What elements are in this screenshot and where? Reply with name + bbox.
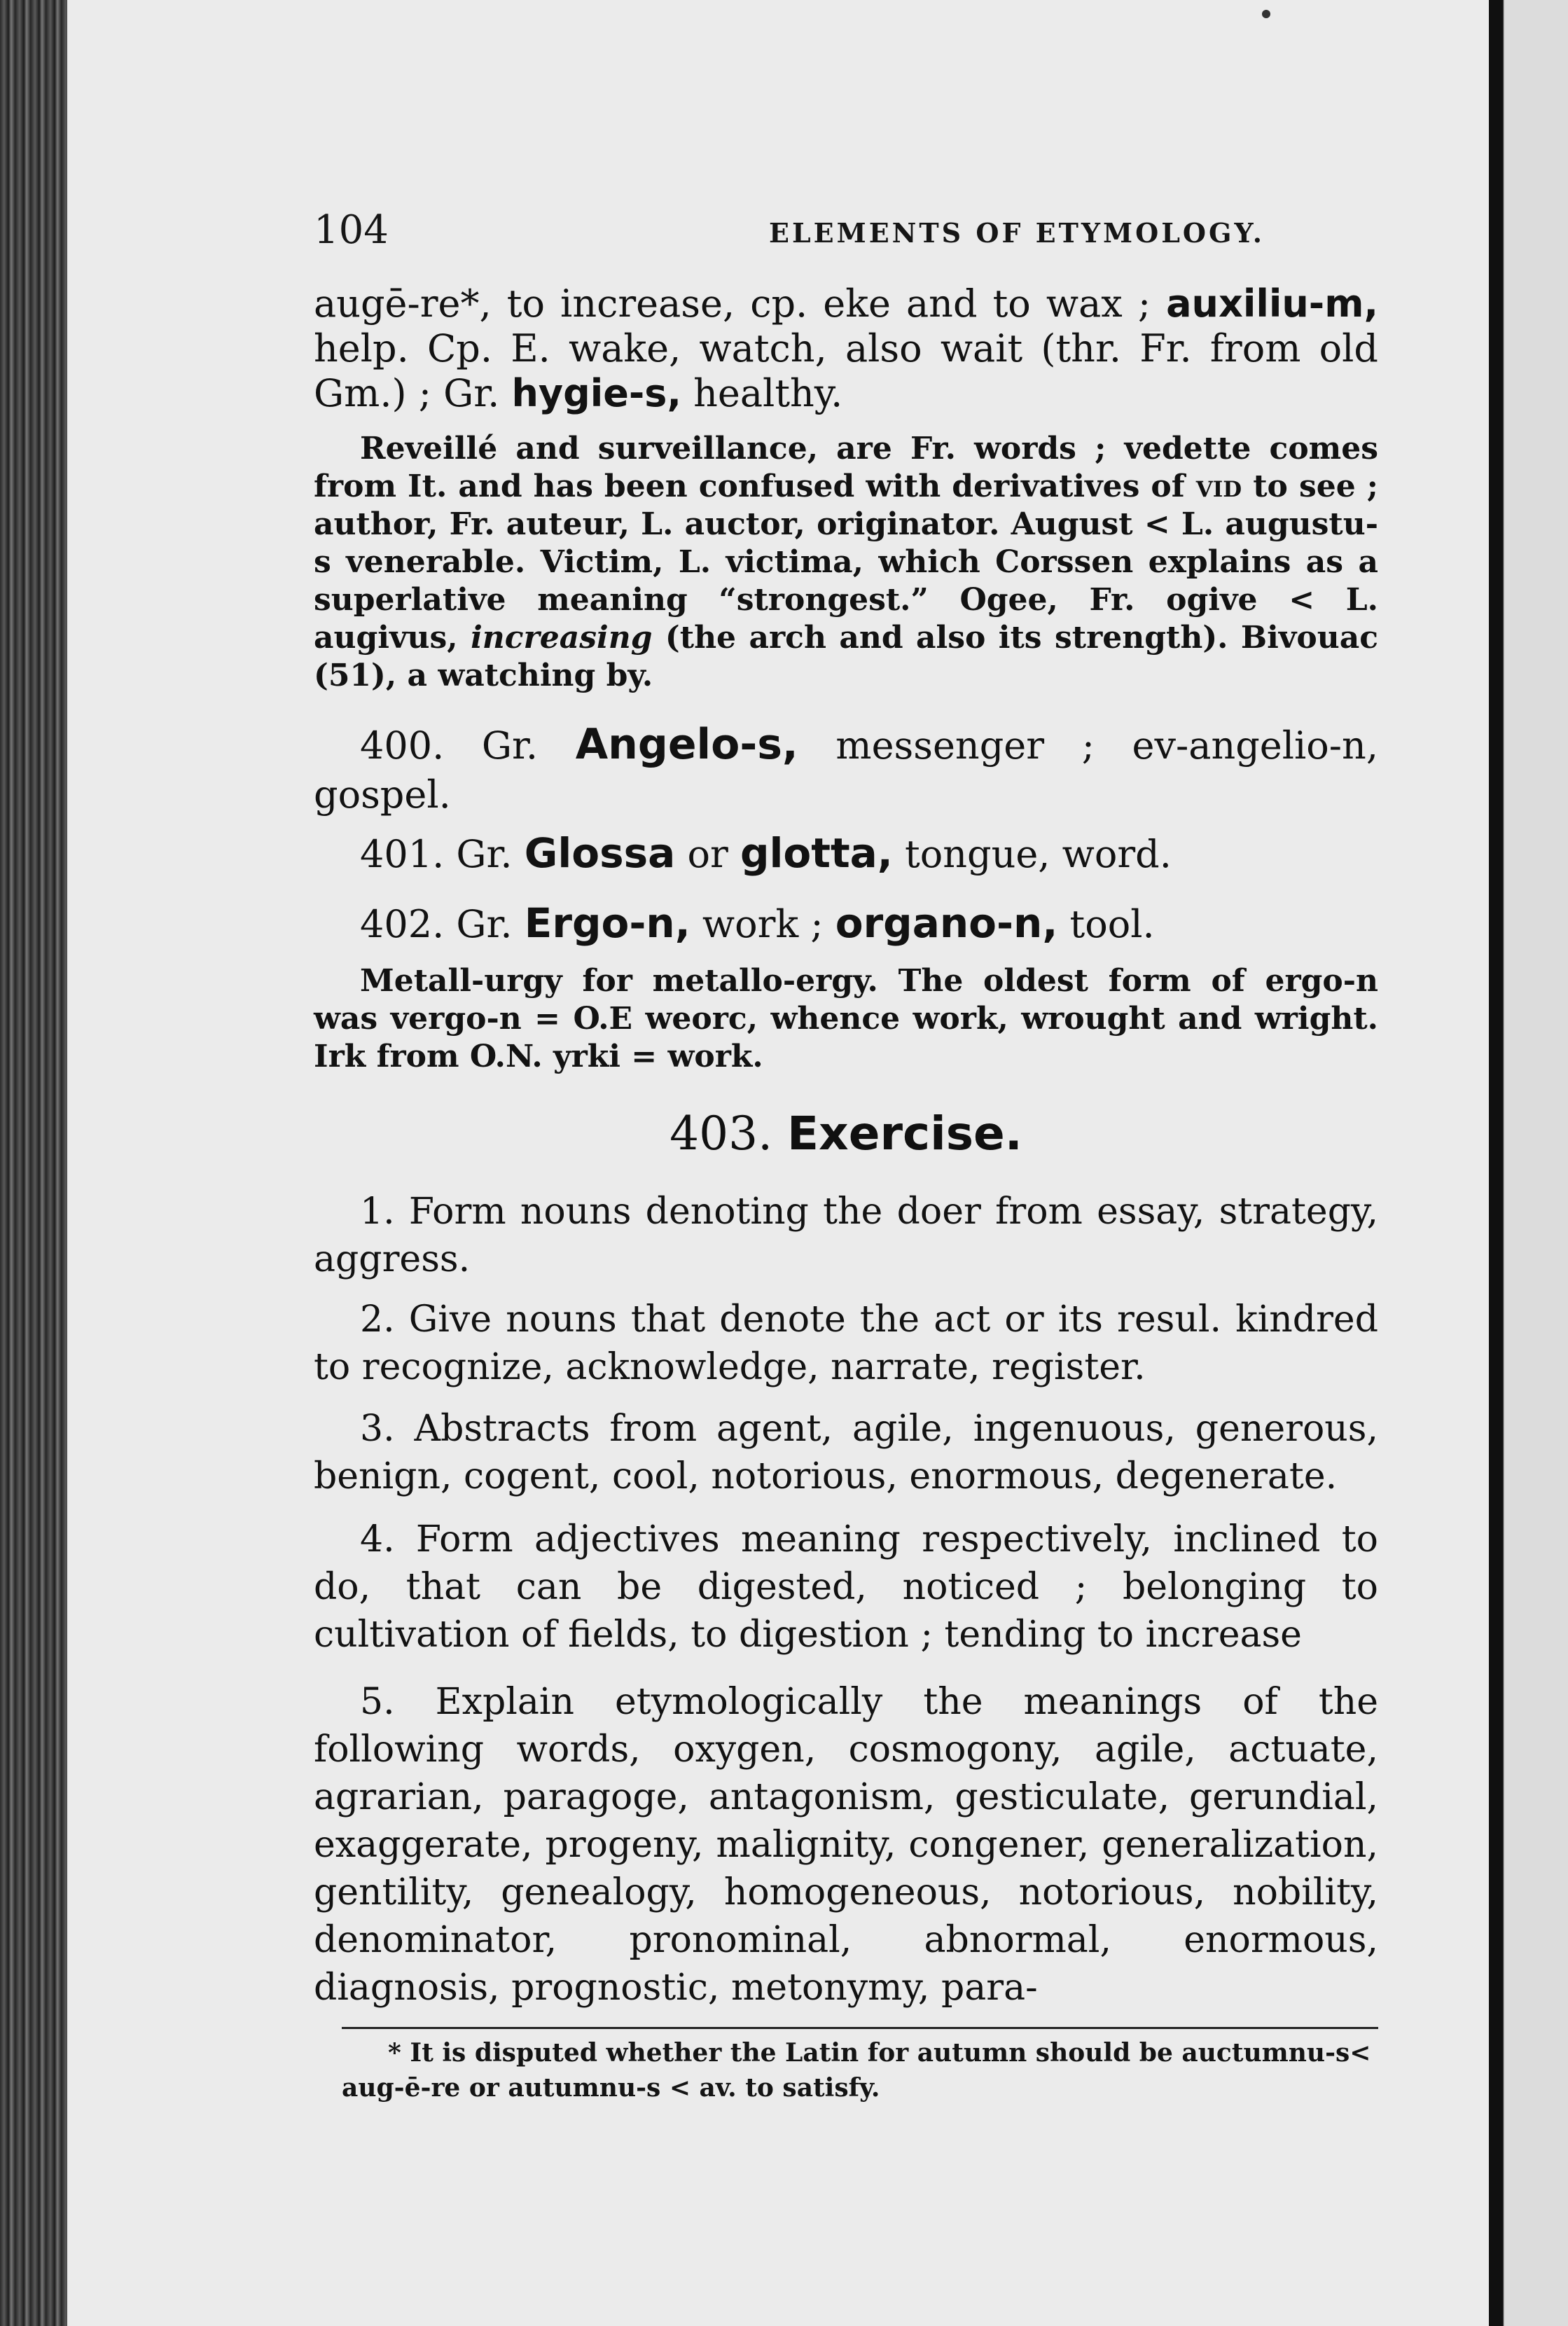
- text-run: (the arch and also its strength). Bivouac (51), a watching by.: [314, 620, 1378, 693]
- text-run: help. Cp. E. wake, watch, also wait (thr. Fr. from old Gm.) ; Gr.: [314, 326, 1378, 415]
- entry-401: [314, 831, 1378, 877]
- text-run: messenger ; ev-angelio-n, gospel.: [314, 724, 1378, 817]
- text-run: or: [687, 832, 728, 876]
- entry-number: 401. Gr.: [360, 832, 513, 876]
- small-caps-term: vid: [1195, 469, 1242, 504]
- note-paragraph-1: [314, 430, 1378, 695]
- book-edge: [1489, 0, 1568, 2326]
- text-run: healthy.: [693, 371, 843, 415]
- exercise-title: Exercise.: [787, 1107, 1022, 1161]
- entry-number: 400. Gr.: [360, 724, 539, 768]
- exercise-item-2: 2. Give nouns that denote the act or its resul. kindred to recognize, acknowledge, narrate, register.: [314, 1299, 1378, 1388]
- exercise-item-1: 1. Form nouns denoting the doer from essay, strategy, aggress.: [314, 1191, 1378, 1280]
- exercise-number: 403.: [669, 1107, 773, 1161]
- exercise-item-3: 3. Abstracts from agent, agile, ingenuous, generous, benign, cogent, cool, notorious, enormous, degenerate.: [314, 1408, 1378, 1497]
- ink-speck: [1262, 10, 1270, 18]
- exercise-item-4: 4. Form adjectives meaning respectively, inclined to do, that can be digested, noticed ; belonging to cultivation of fields, to digestion ; tending to increase: [314, 1518, 1378, 1656]
- entry-400: [314, 720, 1378, 819]
- text-run: to see ; author, Fr. auteur, L. auctor, originator. August < L. augustu-s venerable. Victim, L. victima, which Corssen explains as a superlative meaning “strongest.” Ogee, Fr. ogive < L. augivus,: [314, 469, 1378, 656]
- footnote: * It is disputed whether the Latin for autumn should be auctumnu-s< aug-ē-re or autumnu-s < av. to satisfy.: [342, 2038, 1371, 2103]
- text-run: work ;: [702, 902, 824, 946]
- entry-402: [314, 901, 1378, 947]
- headword: Ergo-n,: [524, 899, 691, 947]
- text-run: Reveillé and surveillance, are Fr. words ; vedette comes from It. and has been confused with derivatives of: [314, 431, 1378, 504]
- top-paragraph: [314, 282, 1378, 416]
- text-run: tongue, word.: [905, 832, 1172, 876]
- exercise-heading: [314, 1107, 1378, 1161]
- entry-number: 402. Gr.: [360, 902, 513, 946]
- text-run: tool.: [1069, 902, 1155, 946]
- headword: Glossa: [524, 829, 676, 877]
- headword: glotta,: [740, 829, 893, 877]
- running-head: [244, 207, 1378, 256]
- footnote-rule: [342, 2027, 1378, 2029]
- headword: Angelo-s,: [575, 720, 798, 769]
- running-title: ELEMENTS OF ETYMOLOGY.: [769, 217, 1265, 249]
- page-number: 104: [314, 207, 389, 253]
- note-paragraph-2: Metall-urgy for metallo-ergy. The oldest form of ergo-n was vergo-n = O.E weorc, whence work, wrought and wright. Irk from O.N. yrki = work.: [314, 963, 1378, 1074]
- bold-term: auxiliu-m,: [1166, 282, 1378, 326]
- bold-term: hygie-s,: [511, 371, 681, 415]
- italic-term: increasing: [471, 620, 653, 656]
- text-run: augē-re*, to increase, cp. eke and to wax ;: [314, 282, 1151, 326]
- headword: organo-n,: [835, 899, 1058, 947]
- page-stack-edge: [0, 0, 67, 2326]
- exercise-item-5: 5. Explain etymologically the meanings of the following words, oxygen, cosmogony, agile, actuate, agrarian, paragoge, antagonism, gesticulate, gerundial, exaggerate, progeny, malignity, congener, generalization, gentility, genealogy, homogeneous, notorious, nobility, denominator, pronominal, abnormal, enormous, diagnosis, prognostic, metonymy, para-: [314, 1681, 1378, 2009]
